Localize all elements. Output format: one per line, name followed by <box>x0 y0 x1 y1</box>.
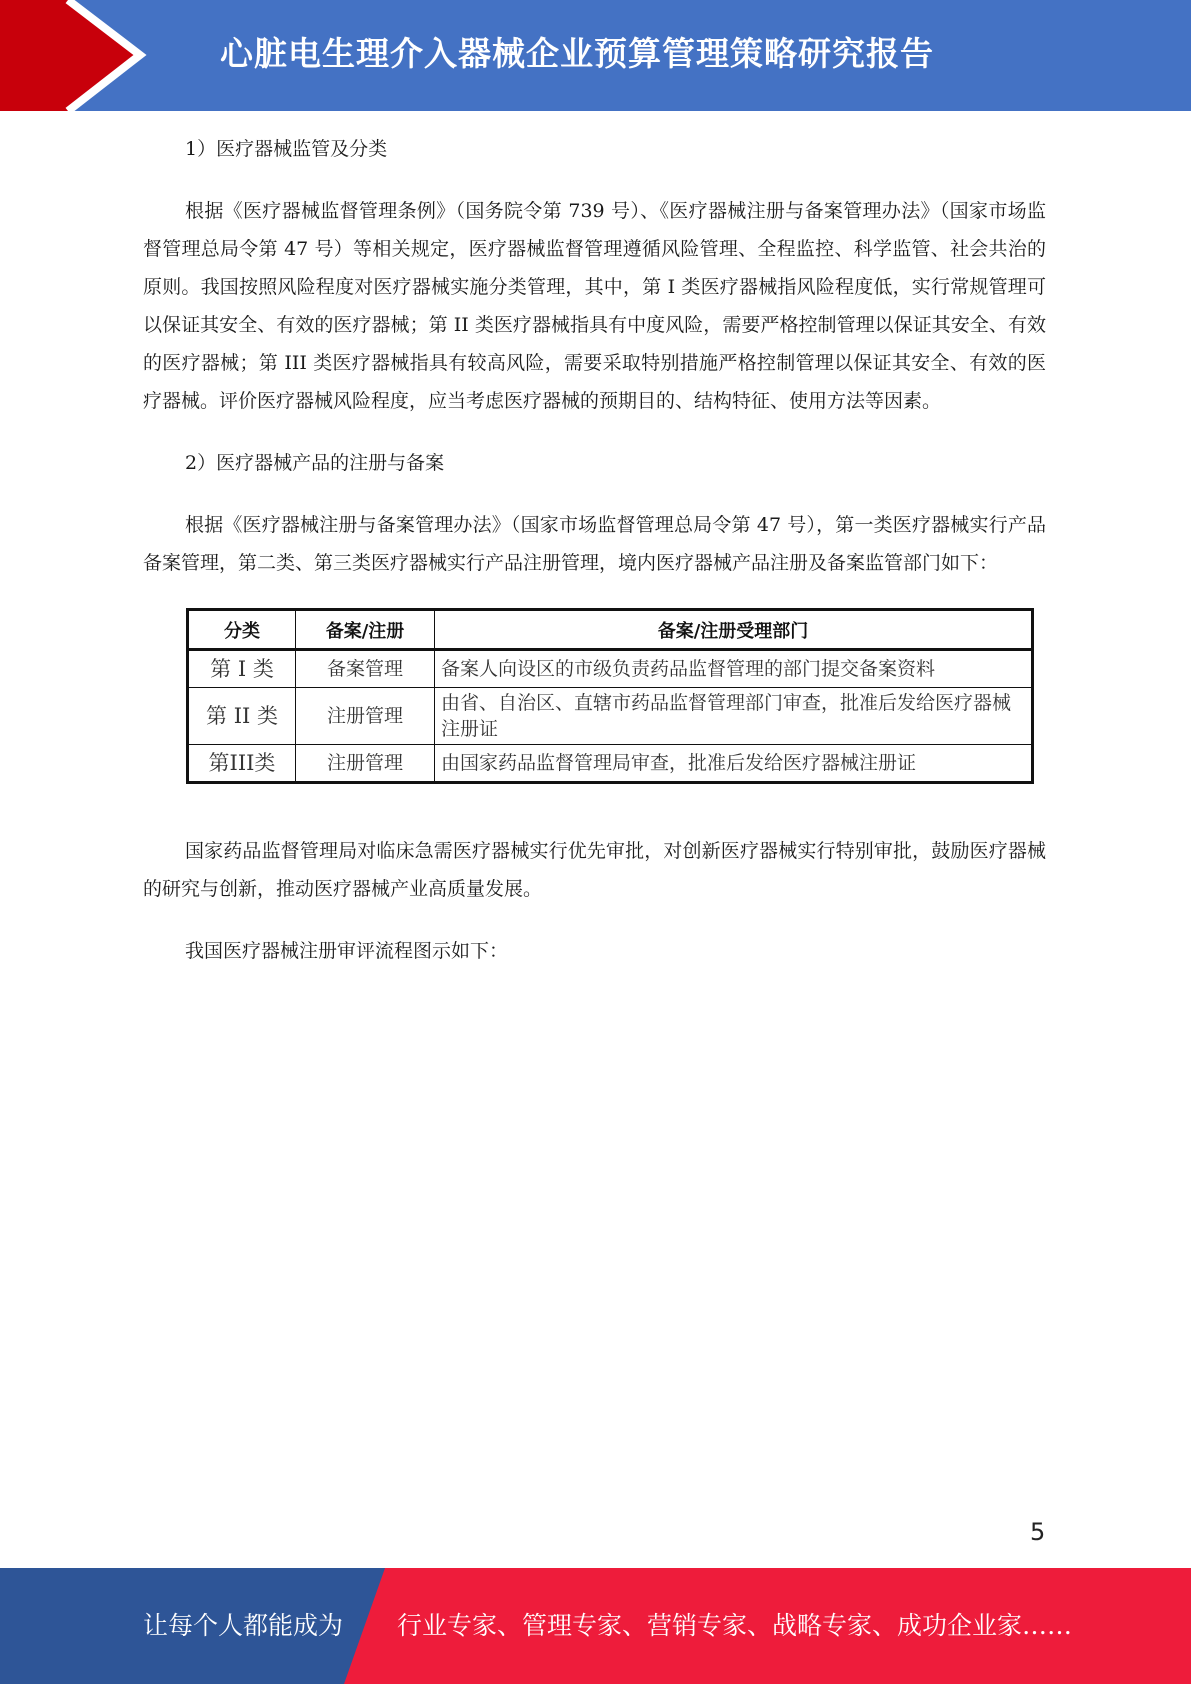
table-row <box>188 745 1033 783</box>
registration-table-wrapper <box>186 608 1034 784</box>
table-header-cell: 备案/注册受理部门 <box>435 610 1033 650</box>
table-cell-type: 备案管理 <box>296 650 435 688</box>
table-cell-class: 第 I 类 <box>188 650 296 688</box>
table-cell-department: 由国家药品监督管理局审查，批准后发给医疗器械注册证 <box>435 745 1033 783</box>
table-cell-type: 注册管理 <box>296 688 435 745</box>
footer-slogan-right: 行业专家、管理专家、营销专家、战略专家、成功企业家…… <box>397 1611 1073 1640</box>
table-header-row <box>188 610 1033 650</box>
page-content <box>143 130 1046 970</box>
paragraph-registration: 根据《医疗器械注册与备案管理办法》（国家市场监督管理总局令第 47 号），第一类医疗器械实行产品备案管理，第二类、第三类医疗器械实行产品注册管理，境内医疗器械产品注册及备案监管部门如下： <box>143 514 1046 574</box>
table-header-cell: 备案/注册 <box>296 610 435 650</box>
page-footer <box>0 1568 1191 1684</box>
table-cell-class: 第 II 类 <box>188 688 296 745</box>
chevron-arrow-icon <box>0 0 160 111</box>
table-cell-department: 由省、自治区、直辖市药品监督管理部门审查，批准后发给医疗器械注册证 <box>435 688 1033 745</box>
table-row <box>188 650 1033 688</box>
footer-slogan-left: 让每个人都能成为 <box>143 1611 344 1640</box>
page-number: 5 <box>1030 1518 1046 1546</box>
table-cell-type: 注册管理 <box>296 745 435 783</box>
table-row <box>188 688 1033 745</box>
paragraph-priority-review: 国家药品监督管理局对临床急需医疗器械实行优先审批，对创新医疗器械实行特别审批，鼓励医疗器械的研究与创新，推动医疗器械产业高质量发展。 <box>143 840 1046 900</box>
page-header <box>0 0 1191 111</box>
table-cell-class: 第III类 <box>188 745 296 783</box>
table-header-cell: 分类 <box>188 610 296 650</box>
section-heading-registration: 2）医疗器械产品的注册与备案 <box>185 452 445 474</box>
paragraph-flow-intro: 我国医疗器械注册审评流程图示如下： <box>185 940 509 962</box>
paragraph-regulation: 根据《医疗器械监督管理条例》（国务院令第 739 号）、《医疗器械注册与备案管理办法》（国家市场监督管理总局令第 47 号）等相关规定，医疗器械监督管理遵循风险管理、全程监控、科学监管、社会共治的原则。我国按照风险程度对医疗器械实施分类管理，其中，第 I 类医疗器械指风险程度低，实行常规管理可以保证其安全、有效的医疗器械；第 II 类医疗器械指具有中度风险，需要严格控制管理以保证其安全、有效的医疗器械；第 III 类医疗器械指具有较高风险，需要采取特别措施严格控制管理以保证其安全、有效的医疗器械。评价医疗器械风险程度，应当考虑医疗器械的预期目的、结构特征、使用方法等因素。 <box>143 200 1046 412</box>
report-title: 心脏电生理介入器械企业预算管理策略研究报告 <box>220 34 934 73</box>
registration-table <box>186 608 1034 784</box>
section-heading-regulation: 1）医疗器械监管及分类 <box>185 138 388 160</box>
table-cell-department: 备案人向设区的市级负责药品监督管理的部门提交备案资料 <box>435 650 1033 688</box>
